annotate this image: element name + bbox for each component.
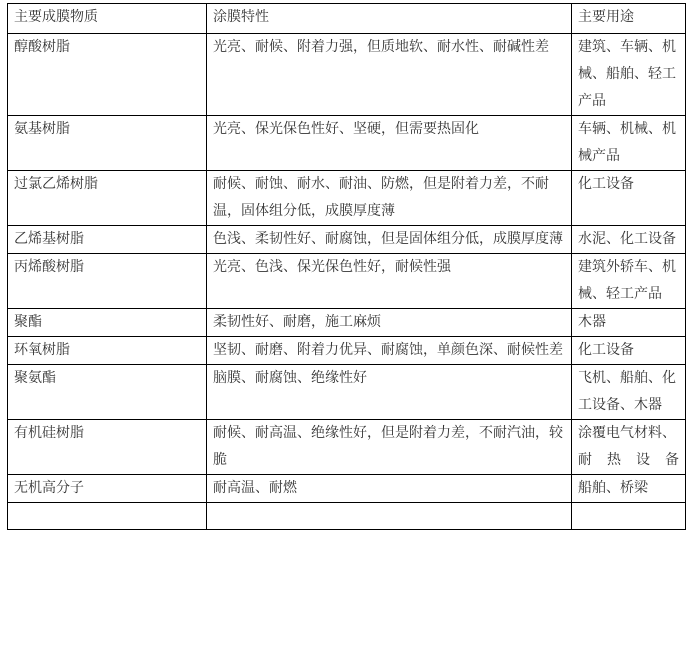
cell-uses: 建筑外轿车、机械、轻工产品 — [572, 254, 686, 309]
table-row-empty — [8, 503, 686, 530]
table-row — [8, 34, 686, 116]
cell-uses: 飞机、船舶、化工设备、木器 — [572, 365, 686, 420]
table-row — [8, 171, 686, 226]
cell-uses: 涂覆电气材料、耐热设备 — [572, 420, 686, 475]
table-row — [8, 309, 686, 337]
cell-material: 无机高分子 — [8, 475, 207, 503]
cell-uses: 建筑、车辆、机械、船舶、轻工产品 — [572, 34, 686, 116]
table-row — [8, 420, 686, 475]
cell-material: 聚酯 — [8, 309, 207, 337]
table-row — [8, 116, 686, 171]
cell-uses: 船舶、桥梁 — [572, 475, 686, 503]
header-material: 主要成膜物质 — [8, 4, 207, 34]
cell-uses: 车辆、机械、机械产品 — [572, 116, 686, 171]
cell-properties: 脑膜、耐腐蚀、绝缘性好 — [207, 365, 572, 420]
cell-uses — [572, 503, 686, 530]
cell-uses: 化工设备 — [572, 171, 686, 226]
cell-uses: 化工设备 — [572, 337, 686, 365]
cell-material: 醇酸树脂 — [8, 34, 207, 116]
cell-properties: 耐高温、耐燃 — [207, 475, 572, 503]
cell-properties — [207, 503, 572, 530]
cell-material: 环氧树脂 — [8, 337, 207, 365]
cell-material: 乙烯基树脂 — [8, 226, 207, 254]
cell-material: 氨基树脂 — [8, 116, 207, 171]
cell-properties: 耐候、耐蚀、耐水、耐油、防燃，但是附着力差，不耐温，固体组分低，成膜厚度薄 — [207, 171, 572, 226]
header-uses: 主要用途 — [572, 4, 686, 34]
cell-properties: 柔韧性好、耐磨，施工麻烦 — [207, 309, 572, 337]
cell-properties: 光亮、色浅、保光保色性好，耐候性强 — [207, 254, 572, 309]
table-row — [8, 254, 686, 309]
table-row — [8, 365, 686, 420]
table-header-row — [8, 4, 686, 34]
coating-materials-table — [7, 3, 686, 530]
table-row — [8, 475, 686, 503]
cell-material: 聚氨酯 — [8, 365, 207, 420]
cell-material: 有机硅树脂 — [8, 420, 207, 475]
cell-properties: 坚韧、耐磨、附着力优异、耐腐蚀，单颜色深、耐候性差 — [207, 337, 572, 365]
table-row — [8, 337, 686, 365]
cell-uses: 水泥、化工设备 — [572, 226, 686, 254]
cell-properties: 耐候、耐高温、绝缘性好，但是附着力差，不耐汽油，较脆 — [207, 420, 572, 475]
cell-properties: 光亮、保光保色性好、坚硬，但需要热固化 — [207, 116, 572, 171]
header-properties: 涂膜特性 — [207, 4, 572, 34]
cell-material: 丙烯酸树脂 — [8, 254, 207, 309]
cell-properties: 色浅、柔韧性好、耐腐蚀，但是固体组分低，成膜厚度薄 — [207, 226, 572, 254]
table-row — [8, 226, 686, 254]
cell-properties: 光亮、耐候、附着力强，但质地软、耐水性、耐碱性差 — [207, 34, 572, 116]
cell-uses: 木器 — [572, 309, 686, 337]
cell-material — [8, 503, 207, 530]
cell-material: 过氯乙烯树脂 — [8, 171, 207, 226]
